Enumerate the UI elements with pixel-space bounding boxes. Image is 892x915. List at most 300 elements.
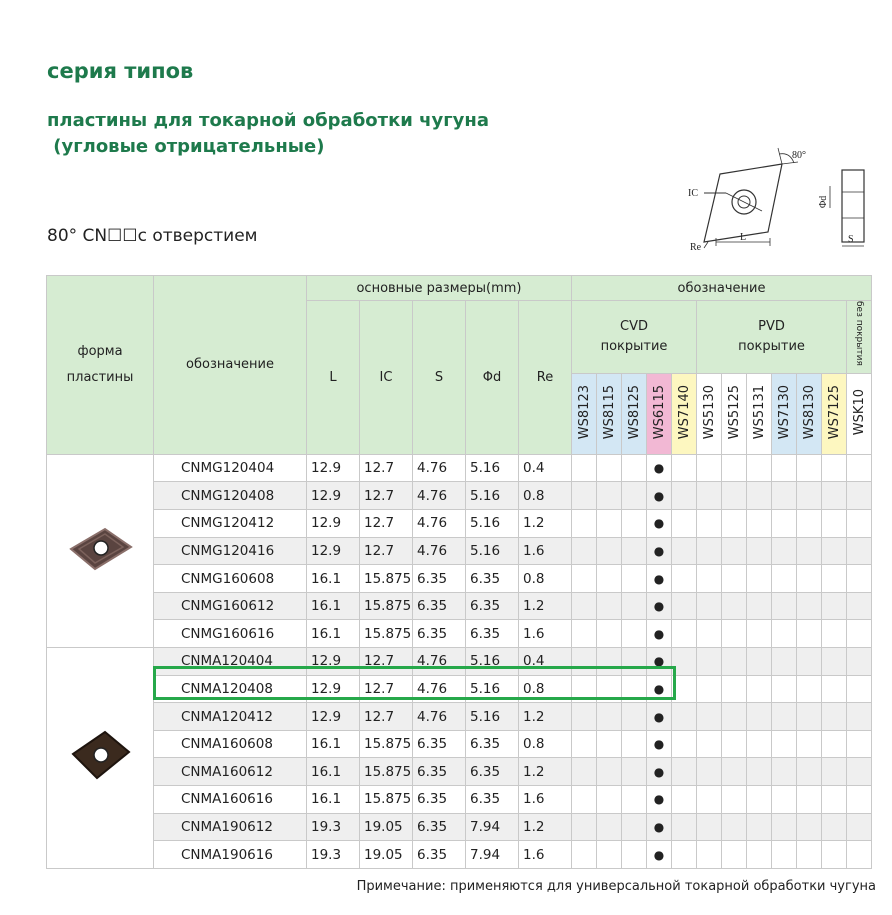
grade-cell bbox=[647, 730, 672, 758]
dim-cell-d: 5.16 bbox=[466, 482, 519, 510]
availability-mark: ● bbox=[653, 737, 665, 752]
grade-header-ws5125 bbox=[722, 373, 747, 454]
dim-cell-re: 0.8 bbox=[519, 730, 572, 758]
grade-cell bbox=[772, 730, 797, 758]
grade-cell bbox=[797, 758, 822, 786]
dim-cell-ic: 15.875 bbox=[360, 620, 413, 648]
grade-cell bbox=[597, 454, 622, 482]
s-label: S bbox=[848, 234, 854, 245]
header-dim-ic: IC bbox=[360, 301, 413, 455]
grade-cell bbox=[572, 537, 597, 565]
grade-cell bbox=[772, 537, 797, 565]
grade-cell bbox=[672, 730, 697, 758]
grade-cell bbox=[822, 730, 847, 758]
grade-cell bbox=[772, 758, 797, 786]
grade-header-ws5130 bbox=[697, 373, 722, 454]
grade-cell bbox=[747, 703, 772, 731]
dim-cell-ic: 12.7 bbox=[360, 510, 413, 538]
dim-cell-s: 4.76 bbox=[413, 537, 466, 565]
grade-cell bbox=[797, 648, 822, 676]
dim-cell-re: 0.4 bbox=[519, 454, 572, 482]
grade-cell bbox=[747, 454, 772, 482]
grade-cell bbox=[822, 758, 847, 786]
dim-cell-s: 6.35 bbox=[413, 841, 466, 869]
table-row bbox=[47, 592, 872, 620]
grade-cell bbox=[672, 565, 697, 593]
designation-cell: CNMG120412 bbox=[154, 510, 307, 538]
grade-cell bbox=[847, 482, 872, 510]
dim-cell-d: 5.16 bbox=[466, 454, 519, 482]
grade-cell bbox=[647, 482, 672, 510]
dim-cell-ic: 15.875 bbox=[360, 730, 413, 758]
grade-header-ws8125 bbox=[622, 373, 647, 454]
designation-cell: CNMA160608 bbox=[154, 730, 307, 758]
header-dims-group: основные размеры(mm) bbox=[307, 276, 572, 301]
grade-cell bbox=[672, 703, 697, 731]
grade-header-label: WS7130 bbox=[776, 384, 792, 439]
dim-cell-re: 1.6 bbox=[519, 537, 572, 565]
grade-cell bbox=[847, 537, 872, 565]
grade-cell bbox=[697, 482, 722, 510]
header-pvd-label: PVD покрытие bbox=[738, 318, 805, 354]
grade-cell bbox=[572, 454, 597, 482]
header-cvd-label: CVD покрытие bbox=[600, 318, 668, 354]
dim-cell-re: 1.6 bbox=[519, 786, 572, 814]
insert-geometry-diagram bbox=[682, 146, 872, 256]
grade-cell bbox=[647, 537, 672, 565]
header-uncoated-label: без покрытия bbox=[854, 301, 864, 366]
grade-cell bbox=[847, 841, 872, 869]
grade-cell bbox=[847, 592, 872, 620]
grade-cell bbox=[597, 537, 622, 565]
grade-cell bbox=[672, 786, 697, 814]
dim-cell-re: 0.8 bbox=[519, 565, 572, 593]
table-row bbox=[47, 703, 872, 731]
grade-cell bbox=[697, 703, 722, 731]
grade-cell bbox=[697, 510, 722, 538]
grade-cell bbox=[772, 620, 797, 648]
dim-cell-l: 16.1 bbox=[307, 592, 360, 620]
table-row bbox=[47, 565, 872, 593]
grade-cell bbox=[572, 565, 597, 593]
grade-cell bbox=[822, 620, 847, 648]
grade-cell bbox=[597, 730, 622, 758]
dim-cell-l: 16.1 bbox=[307, 565, 360, 593]
header-grades-group: обозначение bbox=[572, 276, 872, 301]
grade-cell bbox=[647, 786, 672, 814]
dim-cell-ic: 12.7 bbox=[360, 454, 413, 482]
header-dim-s: S bbox=[413, 301, 466, 455]
dim-cell-l: 12.9 bbox=[307, 454, 360, 482]
angle-label: 80° bbox=[792, 150, 806, 161]
grade-cell bbox=[597, 786, 622, 814]
grade-cell bbox=[622, 813, 647, 841]
grade-cell bbox=[622, 758, 647, 786]
grade-header-label: WS7140 bbox=[676, 384, 692, 439]
grade-cell bbox=[772, 786, 797, 814]
grade-cell bbox=[747, 482, 772, 510]
grade-cell bbox=[722, 482, 747, 510]
grade-cell bbox=[772, 675, 797, 703]
grade-cell bbox=[747, 537, 772, 565]
grade-cell bbox=[622, 565, 647, 593]
grade-cell bbox=[722, 648, 747, 676]
header-shape-label: форма пластины bbox=[66, 343, 134, 385]
grade-cell bbox=[747, 813, 772, 841]
grade-cell bbox=[572, 510, 597, 538]
dim-cell-re: 1.6 bbox=[519, 620, 572, 648]
grade-cell bbox=[647, 758, 672, 786]
grade-cell bbox=[622, 786, 647, 814]
grade-cell bbox=[722, 730, 747, 758]
grade-cell bbox=[722, 592, 747, 620]
grade-header-label: WSK10 bbox=[851, 388, 867, 435]
dim-cell-s: 4.76 bbox=[413, 648, 466, 676]
grade-cell bbox=[822, 786, 847, 814]
designation-cell: CNMG120404 bbox=[154, 454, 307, 482]
dim-cell-re: 1.2 bbox=[519, 510, 572, 538]
availability-mark: ● bbox=[653, 709, 665, 724]
dim-cell-d: 5.16 bbox=[466, 703, 519, 731]
grade-cell bbox=[672, 620, 697, 648]
page-subtitle bbox=[47, 108, 489, 160]
dim-cell-re: 0.8 bbox=[519, 482, 572, 510]
designation-cell: CNMG120408 bbox=[154, 482, 307, 510]
grade-cell bbox=[647, 565, 672, 593]
dim-cell-s: 4.76 bbox=[413, 510, 466, 538]
grade-cell bbox=[797, 675, 822, 703]
insert-shape-image bbox=[47, 648, 154, 869]
designation-cell: CNMG160616 bbox=[154, 620, 307, 648]
grade-cell bbox=[822, 841, 847, 869]
grade-cell bbox=[747, 675, 772, 703]
dim-cell-l: 19.3 bbox=[307, 813, 360, 841]
dim-cell-d: 6.35 bbox=[466, 620, 519, 648]
dim-cell-l: 12.9 bbox=[307, 482, 360, 510]
dim-cell-s: 6.35 bbox=[413, 565, 466, 593]
grade-cell bbox=[647, 620, 672, 648]
grade-header-label: WS5125 bbox=[726, 384, 742, 439]
grade-cell bbox=[697, 730, 722, 758]
header-uncoated bbox=[847, 301, 872, 374]
grade-cell bbox=[697, 537, 722, 565]
dim-cell-re: 1.6 bbox=[519, 841, 572, 869]
grade-cell bbox=[697, 454, 722, 482]
dim-cell-d: 6.35 bbox=[466, 592, 519, 620]
grade-cell bbox=[722, 813, 747, 841]
dim-cell-ic: 15.875 bbox=[360, 592, 413, 620]
grade-cell bbox=[622, 730, 647, 758]
grade-cell bbox=[797, 620, 822, 648]
footnote: Примечание: применяются для универсальной токарной обработки чугуна bbox=[356, 879, 876, 894]
availability-mark: ● bbox=[653, 461, 665, 476]
re-leader bbox=[704, 242, 708, 248]
grade-cell bbox=[622, 510, 647, 538]
availability-mark: ● bbox=[653, 819, 665, 834]
grade-cell bbox=[572, 758, 597, 786]
designation-cell: CNMA160612 bbox=[154, 758, 307, 786]
grade-cell bbox=[772, 648, 797, 676]
grade-cell bbox=[572, 786, 597, 814]
grade-cell bbox=[622, 454, 647, 482]
designation-cell: CNMA120404 bbox=[154, 648, 307, 676]
grade-header-label: WS8125 bbox=[626, 384, 642, 439]
designation-cell: CNMA160616 bbox=[154, 786, 307, 814]
grade-cell bbox=[822, 482, 847, 510]
grade-cell bbox=[672, 813, 697, 841]
grade-cell bbox=[572, 620, 597, 648]
cnmg-insert-picture bbox=[65, 519, 135, 579]
grade-cell bbox=[622, 592, 647, 620]
dim-cell-d: 7.94 bbox=[466, 813, 519, 841]
angle-leg-2 bbox=[782, 162, 798, 164]
grade-cell bbox=[772, 592, 797, 620]
grade-cell bbox=[797, 482, 822, 510]
grade-header-label: WS5131 bbox=[751, 384, 767, 439]
table-row bbox=[47, 758, 872, 786]
rhombus-outline bbox=[704, 164, 782, 242]
dim-cell-l: 16.1 bbox=[307, 620, 360, 648]
grade-cell bbox=[847, 620, 872, 648]
availability-mark: ● bbox=[653, 599, 665, 614]
grade-cell bbox=[697, 786, 722, 814]
header-shape bbox=[47, 276, 154, 455]
header-dim-l: L bbox=[307, 301, 360, 455]
header-dim-phid: Φd bbox=[466, 301, 519, 455]
dim-cell-l: 12.9 bbox=[307, 510, 360, 538]
header-dim-re: Re bbox=[519, 301, 572, 455]
grade-header-ws6115 bbox=[647, 373, 672, 454]
designation-cell: CNMA120408 bbox=[154, 675, 307, 703]
grade-cell bbox=[697, 675, 722, 703]
grade-cell bbox=[672, 841, 697, 869]
grade-cell bbox=[772, 454, 797, 482]
availability-mark: ● bbox=[653, 847, 665, 862]
dim-cell-ic: 12.7 bbox=[360, 675, 413, 703]
dim-cell-s: 4.76 bbox=[413, 675, 466, 703]
header-pvd bbox=[697, 301, 847, 374]
grade-cell bbox=[747, 620, 772, 648]
insert-hole bbox=[94, 748, 108, 762]
dim-cell-l: 12.9 bbox=[307, 703, 360, 731]
grade-cell bbox=[672, 537, 697, 565]
subtitle-line-1: пластины для токарной обработки чугуна bbox=[47, 110, 489, 131]
dim-cell-s: 6.35 bbox=[413, 620, 466, 648]
grade-header-label: WS8115 bbox=[601, 384, 617, 439]
grade-cell bbox=[647, 592, 672, 620]
grade-cell bbox=[772, 813, 797, 841]
table-row bbox=[47, 482, 872, 510]
grade-cell bbox=[822, 537, 847, 565]
grade-cell bbox=[772, 703, 797, 731]
grade-cell bbox=[797, 730, 822, 758]
availability-mark: ● bbox=[653, 543, 665, 558]
grade-header-label: WS8123 bbox=[576, 384, 592, 439]
grade-cell bbox=[647, 510, 672, 538]
dim-cell-l: 12.9 bbox=[307, 675, 360, 703]
grade-cell bbox=[772, 482, 797, 510]
series-title: серия типов bbox=[47, 59, 194, 83]
grade-cell bbox=[747, 592, 772, 620]
grade-cell bbox=[847, 454, 872, 482]
grade-cell bbox=[722, 565, 747, 593]
dim-cell-re: 1.2 bbox=[519, 703, 572, 731]
grade-cell bbox=[722, 786, 747, 814]
availability-mark: ● bbox=[653, 488, 665, 503]
grade-cell bbox=[847, 786, 872, 814]
table-row bbox=[47, 537, 872, 565]
grade-cell bbox=[597, 620, 622, 648]
dim-cell-l: 16.1 bbox=[307, 758, 360, 786]
grade-cell bbox=[747, 758, 772, 786]
grade-header-ws7140 bbox=[672, 373, 697, 454]
designation-cell: CNMG120416 bbox=[154, 537, 307, 565]
grade-cell bbox=[797, 592, 822, 620]
grade-cell bbox=[597, 703, 622, 731]
dim-cell-s: 6.35 bbox=[413, 786, 466, 814]
re-label: Re bbox=[690, 242, 702, 253]
grade-cell bbox=[697, 620, 722, 648]
grade-cell bbox=[747, 730, 772, 758]
grade-cell bbox=[647, 813, 672, 841]
grade-cell bbox=[597, 482, 622, 510]
dim-cell-re: 0.8 bbox=[519, 675, 572, 703]
grade-cell bbox=[747, 786, 772, 814]
availability-mark: ● bbox=[653, 792, 665, 807]
table-row bbox=[47, 786, 872, 814]
dim-cell-s: 4.76 bbox=[413, 454, 466, 482]
grade-cell bbox=[672, 482, 697, 510]
grade-cell bbox=[797, 565, 822, 593]
grade-cell bbox=[822, 703, 847, 731]
grade-cell bbox=[597, 841, 622, 869]
insert-shape-image bbox=[47, 454, 154, 647]
dim-cell-l: 12.9 bbox=[307, 537, 360, 565]
grade-cell bbox=[847, 510, 872, 538]
dim-cell-ic: 12.7 bbox=[360, 537, 413, 565]
dim-cell-s: 6.35 bbox=[413, 758, 466, 786]
grade-header-label: WS8130 bbox=[801, 384, 817, 439]
dim-cell-l: 16.1 bbox=[307, 730, 360, 758]
table-row bbox=[47, 620, 872, 648]
dim-cell-re: 1.2 bbox=[519, 592, 572, 620]
insert-spec-table bbox=[46, 275, 872, 869]
grade-cell bbox=[672, 510, 697, 538]
dim-cell-d: 5.16 bbox=[466, 510, 519, 538]
dim-cell-ic: 12.7 bbox=[360, 482, 413, 510]
grade-cell bbox=[572, 482, 597, 510]
grade-cell bbox=[697, 758, 722, 786]
grade-cell bbox=[697, 565, 722, 593]
header-cvd bbox=[572, 301, 697, 374]
grade-cell bbox=[847, 730, 872, 758]
grade-cell bbox=[622, 841, 647, 869]
dim-cell-d: 5.16 bbox=[466, 648, 519, 676]
dim-cell-d: 6.35 bbox=[466, 786, 519, 814]
grade-cell bbox=[822, 675, 847, 703]
grade-cell bbox=[722, 454, 747, 482]
dim-cell-ic: 12.7 bbox=[360, 703, 413, 731]
ic-label: IC bbox=[688, 188, 698, 199]
table-row bbox=[47, 454, 872, 482]
dim-cell-d: 5.16 bbox=[466, 537, 519, 565]
grade-cell bbox=[797, 813, 822, 841]
grade-cell bbox=[572, 730, 597, 758]
grade-header-ws8123 bbox=[572, 373, 597, 454]
availability-mark: ● bbox=[653, 516, 665, 531]
grade-header-label: WS6115 bbox=[651, 384, 667, 439]
grade-cell bbox=[722, 703, 747, 731]
dim-cell-s: 6.35 bbox=[413, 592, 466, 620]
table-row bbox=[47, 813, 872, 841]
subtitle-line-2: (угловые отрицательные) bbox=[47, 136, 325, 157]
grade-cell bbox=[822, 813, 847, 841]
grade-cell bbox=[822, 648, 847, 676]
grade-cell bbox=[572, 813, 597, 841]
grade-cell bbox=[747, 510, 772, 538]
dim-cell-l: 16.1 bbox=[307, 786, 360, 814]
grade-cell bbox=[647, 454, 672, 482]
grade-cell bbox=[622, 703, 647, 731]
grade-cell bbox=[797, 537, 822, 565]
l-label: L bbox=[740, 232, 747, 243]
dim-cell-d: 6.35 bbox=[466, 565, 519, 593]
availability-mark: ● bbox=[653, 626, 665, 641]
availability-mark: ● bbox=[653, 654, 665, 669]
grade-cell bbox=[797, 786, 822, 814]
insert-type-label: 80° CN☐☐с отверстием bbox=[47, 226, 258, 246]
grade-cell bbox=[622, 482, 647, 510]
grade-cell bbox=[722, 758, 747, 786]
grade-header-ws7125 bbox=[822, 373, 847, 454]
dim-cell-re: 1.2 bbox=[519, 813, 572, 841]
grade-cell bbox=[722, 675, 747, 703]
grade-cell bbox=[797, 841, 822, 869]
dim-cell-ic: 15.875 bbox=[360, 758, 413, 786]
grade-cell bbox=[822, 510, 847, 538]
dim-cell-re: 1.2 bbox=[519, 758, 572, 786]
grade-cell bbox=[847, 675, 872, 703]
dim-cell-l: 19.3 bbox=[307, 841, 360, 869]
grade-cell bbox=[747, 841, 772, 869]
grade-header-wsk10 bbox=[847, 373, 872, 454]
dim-cell-s: 6.35 bbox=[413, 730, 466, 758]
grade-cell bbox=[697, 841, 722, 869]
dim-cell-s: 6.35 bbox=[413, 813, 466, 841]
grade-cell bbox=[822, 565, 847, 593]
grade-header-ws7130 bbox=[772, 373, 797, 454]
grade-cell bbox=[772, 510, 797, 538]
grade-cell bbox=[847, 565, 872, 593]
dim-cell-ic: 15.875 bbox=[360, 565, 413, 593]
grade-cell bbox=[722, 510, 747, 538]
grade-header-ws8115 bbox=[597, 373, 622, 454]
grade-cell bbox=[697, 813, 722, 841]
grade-header-ws8130 bbox=[797, 373, 822, 454]
grade-cell bbox=[597, 813, 622, 841]
grade-cell bbox=[597, 758, 622, 786]
grade-cell bbox=[847, 648, 872, 676]
insert-hole bbox=[94, 541, 108, 555]
table-row bbox=[47, 510, 872, 538]
side-view-outline bbox=[842, 170, 864, 242]
grade-cell bbox=[797, 454, 822, 482]
grade-cell bbox=[747, 648, 772, 676]
designation-cell: CNMA190616 bbox=[154, 841, 307, 869]
grade-cell bbox=[697, 592, 722, 620]
grade-cell bbox=[772, 565, 797, 593]
availability-mark: ● bbox=[653, 764, 665, 779]
